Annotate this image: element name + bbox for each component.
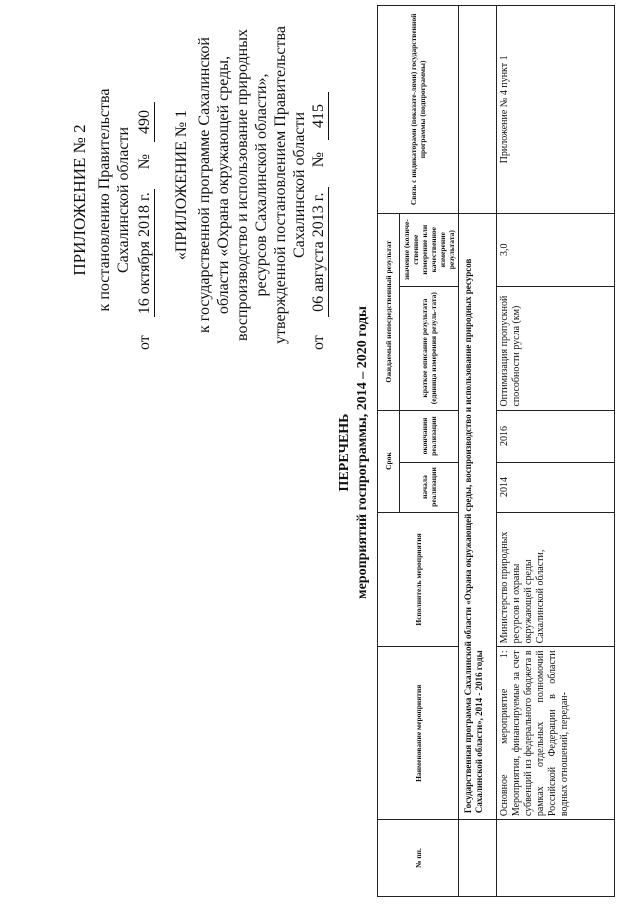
from-label: от xyxy=(136,335,153,350)
appendix-1-line2: области «Охрана окружающей среды, xyxy=(215,55,232,315)
appendix-1-line3: воспроизводство и использование природных xyxy=(234,29,251,341)
program-link-cell xyxy=(459,6,497,214)
from-label: от xyxy=(310,335,327,350)
measures-table xyxy=(377,5,615,897)
appendix-2-date-line xyxy=(135,50,155,350)
header-executor: Исполнитель мероприятия xyxy=(378,512,459,647)
approval-number: 415 xyxy=(309,92,329,140)
decree-number: 490 xyxy=(135,102,155,142)
header-result: Ожидаемый непосредственный результат xyxy=(378,213,400,410)
row-end-year: 2016 xyxy=(497,410,615,462)
appendix-2-line1: к постановлению Правительства xyxy=(96,88,113,312)
header-desc: краткое описание результата (единица измерения резуль-тата) xyxy=(400,286,459,410)
page-subtitle: мероприятий госпрограммы, 2014 – 2020 годы xyxy=(355,306,370,599)
page-title: ПЕРЕЧЕНЬ xyxy=(337,413,352,492)
header-start: начала реализации xyxy=(400,462,459,512)
program-title: Государственная программа Сахалинской области «Охрана окружающей среды, воспроизводство и использование природных ресурсов Сахалинской области», 2014 - 2016 годы xyxy=(459,213,497,819)
header-num: № пп. xyxy=(378,820,459,897)
appendix-1-line6: Сахалинской области xyxy=(291,111,308,259)
appendix-1-title: «ПРИЛОЖЕНИЕ № 1 xyxy=(173,109,190,261)
appendix-1-date-line xyxy=(309,20,329,350)
row-result-desc: Оптимизация пропускной способности русла (км) xyxy=(497,286,615,410)
header-link: Связь с индикаторами (показате-лями) государственной программы (подпрограммы) xyxy=(378,6,459,214)
appendix-2-title: ПРИЛОЖЕНИЕ № 2 xyxy=(70,124,89,276)
table-row xyxy=(497,6,615,897)
program-num-cell xyxy=(459,820,497,897)
header-value: значение (количе-ственное измерение или качественное измерение результата) xyxy=(400,213,459,286)
row-num xyxy=(497,820,615,897)
header-name: Наименование мероприятия xyxy=(378,647,459,820)
row-start-year: 2014 xyxy=(497,462,615,512)
number-label: № xyxy=(310,151,327,168)
appendix-1-line5: утвержденной постановлением Правительства xyxy=(272,26,289,344)
row-result-value: 3,0 xyxy=(497,213,615,286)
number-label: № xyxy=(136,153,153,170)
row-indicator-link: Приложение № 4 пункт 1 xyxy=(497,6,615,214)
row-measure-name: Основное мероприятие 1: Мероприятия, финансируемые за счет субвенций из федерального бюджета в рамках отдельных полномочий Российской Федерации в области водных отношений, передан- xyxy=(497,647,615,820)
row-executor: Министерство природных ресурсов и охраны окружающей среды Сахалинской области, xyxy=(497,512,615,647)
appendix-1-line1: к государственной программе Сахалинской xyxy=(196,37,213,333)
program-row xyxy=(459,6,497,897)
appendix-1-block xyxy=(172,20,329,350)
header-end: окончания реализации xyxy=(400,410,459,462)
approval-date: 06 августа 2013 г. xyxy=(309,187,329,317)
appendix-1-line4: ресурсов Сахалинской области», xyxy=(253,73,270,297)
header-term: Срок xyxy=(378,410,400,512)
appendix-2-line2: Сахалинской области xyxy=(115,126,132,274)
decree-date: 16 октября 2018 г. xyxy=(135,189,155,317)
appendix-2-block xyxy=(70,50,155,350)
